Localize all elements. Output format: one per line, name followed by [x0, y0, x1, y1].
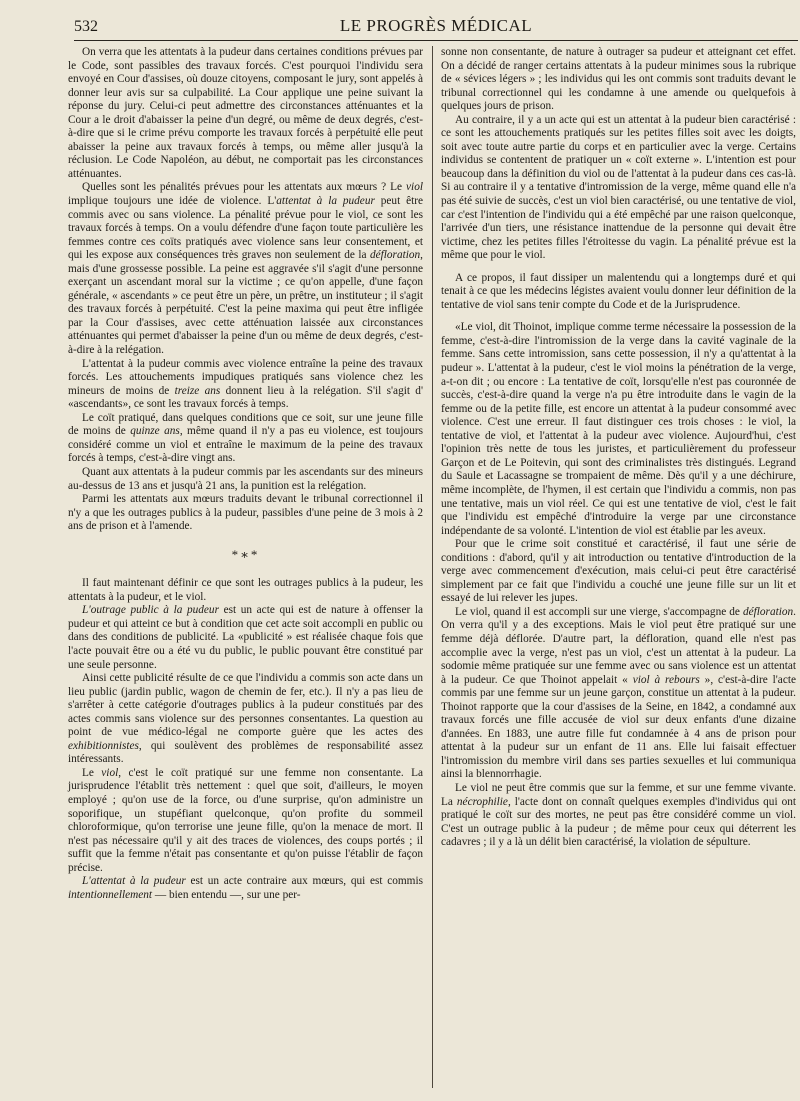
paragraph: Le coït pratiqué, dans quelques conditions que ce soit, sur une jeune fille de moins de quinze ans, même quand il n'y a pas eu violence, est toujours considéré comme un viol et entraîne le maximum de la peine des travaux forcés à temps, c'est-à-dire vingt ans.	[68, 411, 424, 465]
paragraph: Le viol, c'est le coït pratiqué sur une femme non consentante. La jurisprudence l'établit très nettement : quel que soit, d'ailleurs, le moyen employé ; qu'on use de la force, ou d'une surprise, qu'on administre un soporifique, un stupéfiant quelconque, qu'on profite du sommeil chloroformique, qu'on terrorise une jeune fille, qu'on la menace de mort. Il n'est pas nécessaire qu'il y ait des traces de violences, des coups portés ; il suffit que la femme n'était pas consentante et qu'on puisse l'établir de façon précise.	[68, 766, 423, 874]
page-header	[74, 14, 798, 41]
paragraph: Parmi les attentats aux mœurs traduits devant le tribunal correctionnel il n'y a que les outrages publics à la pudeur, passibles d'une peine de 3 mois à 2 ans de prison et à l'amende.	[68, 493, 423, 533]
paragraph: sonne non consentante, de nature à outrager sa pudeur et atteignant cet effet. On a décidé de ranger certains attentats à la pudeur minimes sous la rubrique de « sévices légers » ; les individus qui les ont commis sont traduits devant le tribunal correctionnel qui les condamne à une amende ou quelquefois à quelques jours de prison.	[441, 46, 796, 113]
paragraph: Au contraire, il y a un acte qui est un attentat à la pudeur bien caractérisé : ce sont les attouchements pratiqués sur les petites filles soit avec les doigts, soit avec toute autre partie du corps et en particulier avec la verge. Certains individus se contentent de pratiquer un « coït externe ». L'intention est pour beaucoup dans la définition du viol ou de l'attentat à la pudeur dans ces cas-là. Si au contraire il y a tentative d'intromission de la verge, même quand elle n'a pas été suivie de succès, c'est un viol bien caractérisé, ou une tentative de viol, car c'est l'intention de l'individu qui a été empêché par une raison quelconque, l'arrivée d'un tiers, une résistance inattendue de la personne qui devait être victime, chez les petites filles l'étroitesse du vagin. La pénalité prévue est la même que pour le viol.	[441, 113, 796, 262]
column-divider	[432, 46, 433, 1088]
paragraph: On verra que les attentats à la pudeur dans certaines conditions prévues par le Code, sont passibles des travaux forcés. C'est pourquoi l'individu sera envoyé en Cour d'assises, où douze citoyens, composant le jury, sont appelés à donner leur avis sur sa culpabilité. La Cour applique une peine suivant la réponse du jury. Celui-ci peut admettre des circonstances atténuantes et la Cour a le droit d'abaisser la peine d'un degré, ou même de deux degrés, c'est-à-dire que si le crime prévu comporte les travaux forcés à perpétuité elle peut abaisser la peine aux travaux forcés à temps, ou même aller jusqu'à la réclusion. Le Code Napoléon, au début, ne comportait pas les circonstances atténuantes.	[68, 46, 423, 180]
right-column	[441, 46, 796, 850]
paragraph: L'attentat à la pudeur commis avec violence entraîne la peine des travaux forcés. Les attouchements impudiques pratiqués sans violence chez les mineurs de moins de treize ans donnent lieu à la relégation. S'il s'agit d' «ascendants», ce sont les travaux forcés à temps.	[68, 357, 423, 411]
paragraph: Quelles sont les pénalités prévues pour les attentats aux mœurs ? Le viol implique toujours une idée de violence. L'attentat à la pudeur peut être commis avec ou sans violence. La pénalité prévue pour le viol, ce sont les travaux forcés à temps. On a voulu défendre d'une façon toute particulière les femmes contre ces coïts pratiqués avec violence sans leur consentement, et qui les expose aux conséquences très graves non seulement de la défloration, mais d'une grossesse possible. La peine est aggravée s'il s'agit d'une personne exerçant un ascendant moral sur la victime ; ce qu'on appelle, d'une façon générale, « ascendants » ce peut être un père, un prêtre, un instituteur ; il s'agit des travaux forcés à perpétuité. C'est la peine maxima qui peut être infligée par la Cour d'assises, avec cette atténuation laissée aux circonstances atténuantes qui permet d'abaisser la peine d'un ou même de deux degrés, c'est-à-dire à la relégation.	[68, 181, 424, 357]
left-column	[68, 46, 423, 902]
page-number: 532	[74, 18, 98, 35]
paragraph: Pour que le crime soit constitué et caractérisé, il faut une série de conditions : d'abord, qu'il y ait introduction ou tentative d'introduction de la verge avec commencement d'exécution, mais celui-ci peut être caractérisé simplement par ce fait que l'individu a couché une jeune fille sur un lit et essayé de lui relever les jupes.	[441, 538, 796, 605]
paragraph: Le viol ne peut être commis que sur la femme, et sur une femme vivante. La nécrophilie, l'acte dont on connaît quelques exemples d'individus qui ont pratiqué le coït sur des mortes, ne peut pas être considéré comme un viol. C'est un outrage public à la pudeur ; de même pour ceux qui déterrent les cadavres ; il y a là un délit bien caractérisé, la violation de sépulture.	[441, 781, 796, 849]
paragraph: «Le viol, dit Thoinot, implique comme terme nécessaire la possession de la femme, c'est-à-dire l'intromission de la verge dans la cavité vaginale de la femme. Sans cette intromission, sans cette possession, il n'y a qu'attentat à la pudeur ». L'attentat à la pudeur, c'est le viol moins la pénétration de la verge, a-t-on dit ; ou encore : La tentative de coït, lorsqu'elle n'est pas couronnée de succès, c'est-à-dire quand la verge n'a pu être introduite dans le vagin de la femme ou de la petite fille, est encore un attentat à la pudeur consommé avec violence. C'est une erreur. Il faut distinguer ces trois choses : le viol, la tentative de viol, et l'attentat à la pudeur avec violence. Aujourd'hui, c'est l'opinion très nette de tous les juristes, et particulièrement du professeur Garçon et de Le Poitevin, qui sont des criminalistes très distingués. Legrand du Saule et Lacassagne se trompaient de même. Dès qu'il y a une déchirure, même incomplète, de l'hymen, il est certain que l'individu a commis, non pas une tentative, mais un viol réel. Ce qui est une tentative de viol, c'est le fait que l'individu est empêché d'introduire la verge par une circonstance indépendante de sa volonté. L'intention de viol est établie par les aveux.	[441, 321, 796, 537]
paragraph: Ainsi cette publicité résulte de ce que l'individu a commis son acte dans un lieu public (jardin public, wagon de chemin de fer, etc.). Il n'y a pas lieu de s'arrêter à cette catégorie d'outrages publics à la pudeur constitués par des actes commis sans violence sur des personnes consentantes. La question au point de vue médico-légal ne comporte guère que les actes des exhibitionnistes, qui soulèvent des problèmes de responsabilité assez intéressants.	[68, 672, 423, 766]
paragraph: L'attentat à la pudeur est un acte contraire aux mœurs, qui est commis intentionnellement — bien entendu —, sur une per-	[68, 875, 423, 901]
section-separator: *∗*	[231, 546, 260, 562]
paragraph: A ce propos, il faut dissiper un malentendu qui a longtemps duré et qui tenait à ce que les médecins légistes avaient voulu donner leur définition de la tentative de viol sans tenir compte du Code et de la Jurisprudence.	[441, 271, 796, 311]
paragraph: L'outrage public à la pudeur est un acte qui est de nature à offenser la pudeur et qui atteint ce but à condition que cet acte soit accompli en public ou dans des conditions de publicité. La «publicité » est réalisée chaque fois que l'acte pouvait être ou a été vu du public, le public pouvant être constitué par une seule personne.	[68, 604, 423, 671]
paragraph: Quant aux attentats à la pudeur commis par les ascendants sur des mineurs au-dessus de 13 ans et jusqu'à 21 ans, la punition est la relégation.	[68, 465, 423, 492]
journal-title: LE PROGRÈS MÉDICAL	[339, 16, 533, 35]
paragraph: Le viol, quand il est accompli sur une vierge, s'accompagne de défloration. On verra qu'il y a des exceptions. Mais le viol peut être pratiqué sur une femme déjà déflorée. D'autre part, la défloration, quand elle n'est pas accomplie avec la verge, n'est pas un viol, c'est un attentat à la pudeur. La sodomie même pratiquée sur une femme avec ou sans violence est un attentat à la pudeur. Ce que Thoinot appelait « viol à rebours », c'est-à-dire l'acte commis par une femme sur un jeune garçon, constitue un attentat à la pudeur. Thoinot rapporte que la cour d'assises de la Seine, en 1842, a condamné aux travaux forcés une fille accusée de viol sur deux enfants d'une dizaine d'années. En 1883, une autre fille fut condamnée à 4 ans de prison pour attentat à la pudeur sur un enfant de 11 ans. Elle lui faisait effectuer l'intromission du membre viril dans ses parties sexuelles et lui communiqua ainsi la blennorrhagie.	[441, 605, 796, 781]
paragraph: Il faut maintenant définir ce que sont les outrages publics à la pudeur, les attentats à la pudeur, et le viol.	[68, 577, 423, 603]
